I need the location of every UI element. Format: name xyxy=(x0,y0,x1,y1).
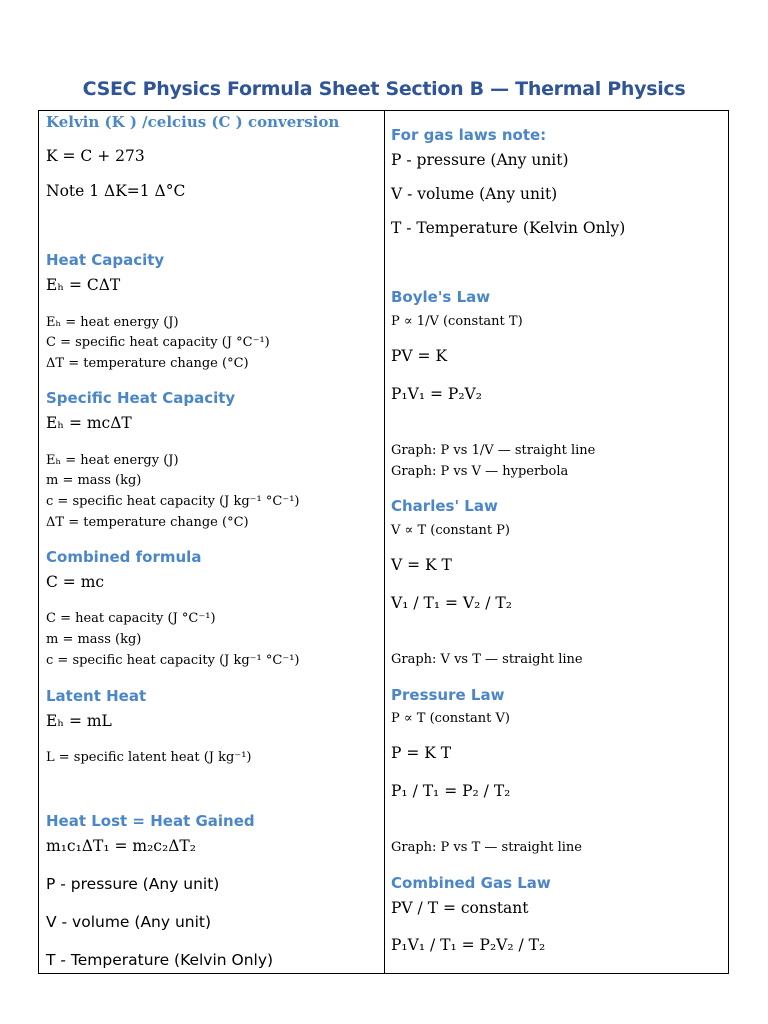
boyle-proportion: P ∝ 1/V (constant T) xyxy=(391,314,523,329)
latent-heading: Latent Heat xyxy=(46,687,147,705)
pressure-law-formula: P = K T xyxy=(391,744,452,762)
heat-capacity-def: C = specific heat capacity (J °C⁻¹) xyxy=(46,335,270,350)
page-title: CSEC Physics Formula Sheet Section B — Thermal Physics xyxy=(82,78,686,100)
pressure-law-proportion: P ∝ T (constant V) xyxy=(391,711,510,726)
latent-def: L = specific latent heat (J kg⁻¹) xyxy=(46,750,252,765)
combined-formula: C = mc xyxy=(46,573,105,591)
gas-var: T - Temperature (Kelvin Only) xyxy=(391,219,626,237)
latent-formula: Eₕ = mL xyxy=(46,712,112,730)
hlhg-formula: m₁c₁ΔT₁ = m₂c₂ΔT₂ xyxy=(46,837,196,855)
shc-def: c = specific heat capacity (J kg⁻¹ °C⁻¹) xyxy=(46,494,300,509)
hlhg-heading: Heat Lost = Heat Gained xyxy=(46,812,255,830)
shc-heading: Specific Heat Capacity xyxy=(46,389,236,407)
boyle-heading: Boyle's Law xyxy=(391,288,491,306)
heat-capacity-def: Eₕ = heat energy (J) xyxy=(46,315,179,330)
shc-def: ΔT = temperature change (°C) xyxy=(46,515,249,530)
combined-def: m = mass (kg) xyxy=(46,632,142,647)
charles-formula: V₁ / T₁ = V₂ / T₂ xyxy=(391,594,512,612)
gas-note-heading: For gas laws note: xyxy=(391,126,547,144)
charles-proportion: V ∝ T (constant P) xyxy=(391,523,510,538)
pressure-law-formula: P₁ / T₁ = P₂ / T₂ xyxy=(391,782,511,800)
gas-var: V - volume (Any unit) xyxy=(391,185,558,203)
shc-formula: Eₕ = mcΔT xyxy=(46,414,132,432)
heat-capacity-def: ΔT = temperature change (°C) xyxy=(46,356,249,371)
volume-var: V - volume (Any unit) xyxy=(46,913,212,931)
boyle-graph-note: Graph: P vs V — hyperbola xyxy=(391,464,569,479)
kelvin-heading: Kelvin (K ) /celcius (C ) conversion xyxy=(46,113,340,131)
combined-def: c = specific heat capacity (J kg⁻¹ °C⁻¹) xyxy=(46,653,300,668)
shc-def: Eₕ = heat energy (J) xyxy=(46,453,179,468)
charles-graph-note: Graph: V vs T — straight line xyxy=(391,652,583,667)
combined-heading: Combined formula xyxy=(46,548,202,566)
heat-capacity-heading: Heat Capacity xyxy=(46,251,165,269)
combined-gas-law-heading: Combined Gas Law xyxy=(391,874,551,892)
boyle-graph-note: Graph: P vs 1/V — straight line xyxy=(391,443,596,458)
formula-table xyxy=(38,110,729,974)
temperature-var: T - Temperature (Kelvin Only) xyxy=(46,951,274,969)
combined-def: C = heat capacity (J °C⁻¹) xyxy=(46,611,216,626)
boyle-formula: P₁V₁ = P₂V₂ xyxy=(391,385,482,403)
combined-gas-law-formula: P₁V₁ / T₁ = P₂V₂ / T₂ xyxy=(391,936,546,954)
gas-var: P - pressure (Any unit) xyxy=(391,151,569,169)
pressure-law-graph-note: Graph: P vs T — straight line xyxy=(391,840,582,855)
column-divider xyxy=(384,111,385,973)
charles-formula: V = K T xyxy=(391,556,452,574)
pressure-law-heading: Pressure Law xyxy=(391,686,505,704)
heat-capacity-formula: Eₕ = CΔT xyxy=(46,276,121,294)
charles-heading: Charles' Law xyxy=(391,497,498,515)
kelvin-note: Note 1 ΔK=1 Δ°C xyxy=(46,182,186,200)
kelvin-formula: K = C + 273 xyxy=(46,147,145,165)
shc-def: m = mass (kg) xyxy=(46,473,142,488)
pressure-var: P - pressure (Any unit) xyxy=(46,875,220,893)
combined-gas-law-formula: PV / T = constant xyxy=(391,899,529,917)
boyle-formula: PV = K xyxy=(391,347,448,365)
